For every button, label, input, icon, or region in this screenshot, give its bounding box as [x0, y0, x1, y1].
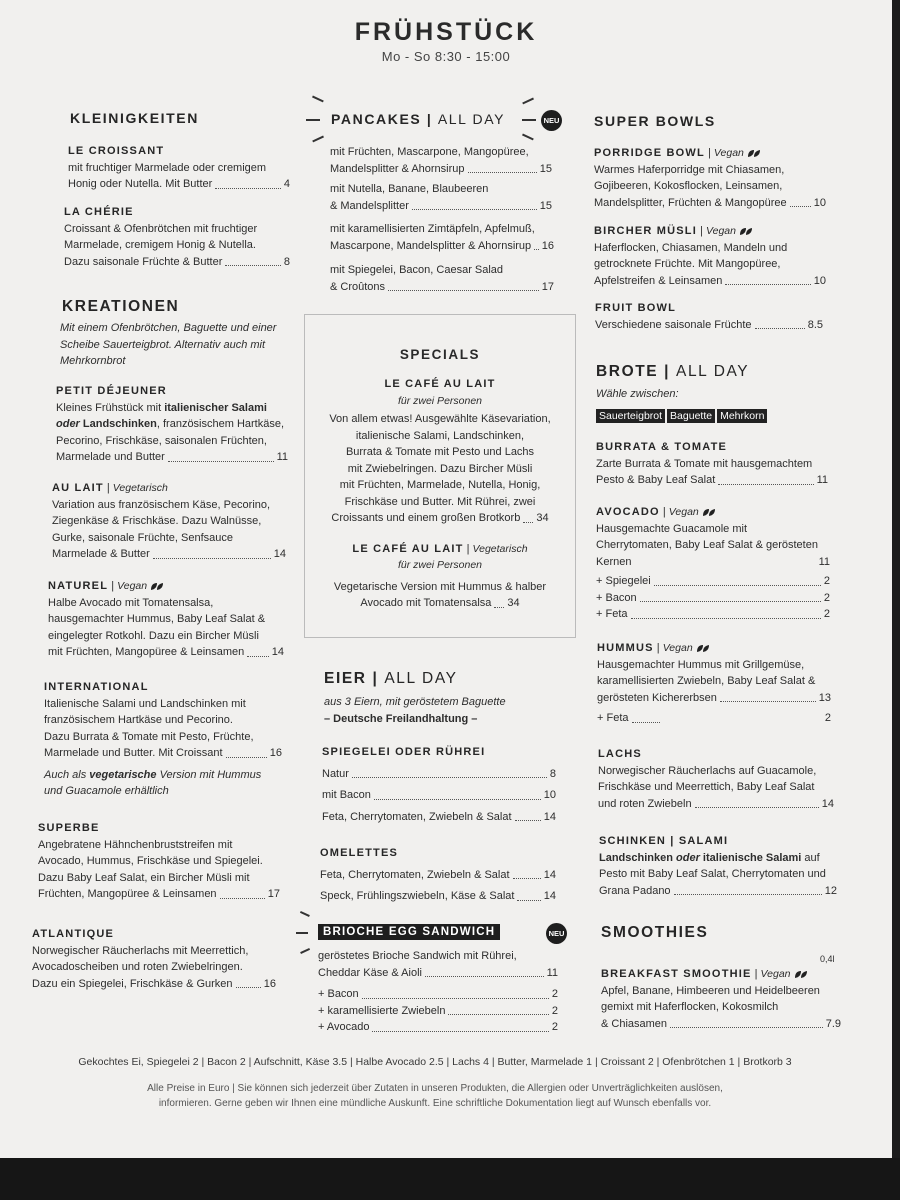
- item-price: 10: [543, 789, 556, 801]
- item-desc: Gurke, saisonale Früchte, Senfsauce: [52, 531, 233, 544]
- item-desc: gerösteten Kichererbsen: [597, 691, 717, 704]
- item-desc: Angebratene Hähnchenbruststreifen mit: [38, 838, 233, 851]
- item-international: [44, 679, 282, 800]
- section-title-sub: ALL DAY: [437, 111, 506, 127]
- item-desc: Avocado mit Tomatensalsa: [360, 597, 492, 609]
- item-desc: Dazu Baby Leaf Salat, ein Bircher Müsli mit: [38, 871, 250, 884]
- item-desc: Croissant & Ofenbrötchen mit fruchtiger: [64, 222, 258, 235]
- item-desc: Marmelade und Butter: [56, 451, 165, 463]
- group-title: SPIEGELEI ODER RÜHREI: [322, 746, 486, 758]
- extra-desc: + Bacon: [596, 591, 637, 604]
- item-name: HUMMUS: [597, 642, 654, 654]
- item-desc: Frischkäse und Butter. Mit Rührei, zwei: [344, 495, 536, 508]
- item-tag: Vegan: [705, 225, 736, 237]
- item-desc-bold: oder: [676, 851, 700, 864]
- item-name: LE CAFÉ AU LAIT: [352, 542, 464, 555]
- item-desc: Kleines Frühstück mit: [56, 401, 165, 414]
- extra-price: 2: [551, 1004, 558, 1017]
- new-badge: NEU: [546, 923, 567, 944]
- item-price: 16: [541, 239, 554, 252]
- pancake-item: [330, 181, 552, 214]
- item-name: SCHINKEN | SALAMI: [599, 835, 729, 847]
- vegan-leaf-icon: [747, 149, 761, 158]
- item-lachs: [598, 746, 834, 812]
- item-atlantique: [32, 926, 276, 992]
- section-super-bowls-title: SUPER BOWLS: [594, 113, 716, 129]
- pancake-item: [330, 262, 554, 295]
- item-price: 14: [273, 548, 286, 560]
- item-note: und Guacamole erhältlich: [44, 785, 169, 797]
- item-name: FRUIT BOWL: [595, 302, 677, 314]
- item-price: 15: [539, 199, 552, 212]
- decor-tick: [306, 119, 320, 121]
- item-price: 14: [543, 810, 556, 823]
- decor-tick: [312, 96, 324, 102]
- section-smoothies-title: SMOOTHIES: [601, 924, 709, 941]
- item-price: 11: [816, 474, 828, 486]
- section-pancakes-title: PANCAKES | ALL DAY: [331, 111, 506, 127]
- group-title: OMELETTES: [320, 847, 399, 859]
- spiegelei-group: [322, 744, 556, 825]
- item-desc: Marmelade & Butter: [52, 548, 150, 560]
- item-desc: mit Früchten, Mascarpone, Mangopüree,: [330, 146, 529, 158]
- item-desc-bold: italienische Salami: [699, 851, 802, 864]
- pancake-item: [330, 144, 552, 177]
- item-tag: Vegan: [668, 506, 699, 518]
- item-price: 12: [824, 884, 837, 897]
- decor-tick: [296, 932, 308, 934]
- special-cafe-au-lait-vegetarisch: LE CAFÉ AU LAIT | Vegetarisch für zwei Personen Vegetarische Version mit Hummus & halber Avocado mit Tomatensalsa 34: [305, 541, 575, 612]
- extra-desc: + karamellisierte Zwiebeln: [318, 1004, 446, 1017]
- item-desc: , französischem Hartkäse,: [156, 418, 285, 430]
- item-desc-bold: Landschinken: [79, 418, 157, 430]
- item-price: 34: [507, 597, 520, 609]
- item-name: ATLANTIQUE: [32, 928, 115, 940]
- extra-price: 2: [823, 575, 830, 587]
- item-desc: Haferflocken, Chiasamen, Mandeln und: [594, 241, 788, 254]
- item-price: 14: [271, 646, 284, 658]
- item-brioche: [318, 948, 558, 1036]
- decor-tick: [522, 119, 536, 121]
- item-name: BIRCHER MÜSLI: [594, 225, 697, 237]
- item-price: 17: [267, 888, 280, 900]
- brioche-title: BRIOCHE EGG SANDWICH: [318, 924, 500, 940]
- item-desc: & Chiasamen: [601, 1017, 668, 1030]
- item-schinken-salami: [599, 833, 837, 899]
- item-fruit-bowl: [595, 300, 823, 333]
- smoothie-size: 0,4l: [820, 954, 835, 964]
- item-name: LA CHÉRIE: [64, 206, 134, 218]
- vegan-leaf-icon: [794, 970, 808, 979]
- decor-tick: [522, 134, 534, 140]
- section-brote-title: BROTE | ALL DAY: [596, 363, 750, 380]
- footer-note-line1: Alle Preise in Euro | Sie können sich jederzeit über Zutaten in unseren Produkten, die Allergien oder Unverträglichkeiten auslösen,: [147, 1083, 723, 1094]
- table-surface: [0, 1158, 900, 1200]
- item-desc: Apfel, Banane, Himbeeren und Heidelbeeren: [601, 984, 820, 997]
- item-desc: auf: [801, 851, 820, 864]
- section-eier-title: EIER | ALL DAY: [324, 670, 458, 687]
- extra-price: 2: [551, 988, 558, 1000]
- item-name: PORRIDGE BOWL: [594, 147, 705, 159]
- item-desc: gemixt mit Haferflocken, Kokosmilch: [601, 1001, 779, 1013]
- item-sub: für zwei Personen: [397, 559, 483, 571]
- item-desc-bold: oder: [56, 418, 80, 430]
- menu-header: [0, 18, 892, 64]
- item-price: 15: [539, 162, 552, 175]
- item-price: 11: [818, 555, 830, 568]
- item-breakfast-smoothie: BREAKFAST SMOOTHIE | Vegan Apfel, Banane, Himbeeren und Heidelbeeren gemixt mit Haferflocken, Kokosmilch & Chiasamen 7.9: [601, 966, 841, 1032]
- item-desc: Vegetarische Version mit Hummus & halber: [333, 580, 547, 593]
- item-desc: Burrata & Tomate mit Pesto und Lachs: [345, 446, 535, 458]
- item-note-bold: vegetarische: [89, 768, 157, 781]
- vegan-leaf-icon: [702, 508, 716, 517]
- item-desc: Avocado, Hummus, Frischkäse und Spiegelei.: [38, 855, 263, 867]
- vegan-leaf-icon: [739, 227, 753, 236]
- item-porridge-bowl: PORRIDGE BOWL | Vegan Warmes Haferporridge mit Chiasamen, Gojibeeren, Kokosflocken, Leinsamen, Mandelsplitter, Früchten & Mangopüree 10: [594, 145, 826, 211]
- extra-desc: + Spiegelei: [596, 575, 651, 587]
- extra-desc: + Avocado: [318, 1021, 370, 1033]
- new-badge: NEU: [541, 110, 562, 131]
- item-desc: Ziegenkäse & Frischkäse. Dazu Walnüsse,: [52, 515, 262, 527]
- item-desc: Zarte Burrata & Tomate mit hausgemachtem: [596, 457, 813, 470]
- item-desc: französischem Hartkäse und Pecorino.: [44, 714, 233, 726]
- item-desc: mit fruchtiger Marmelade oder cremigem: [68, 161, 267, 174]
- item-note: Auch als: [44, 768, 90, 781]
- item-desc: Croissants und einem großen Brotkorb: [331, 512, 521, 524]
- item-price: 14: [543, 868, 556, 881]
- item-desc: Pecorino, Frischkäse, saisonalen Früchten,: [56, 434, 267, 447]
- section-kreationen-title: KREATIONEN: [62, 298, 180, 315]
- section-title-main: EIER: [324, 670, 367, 687]
- item-price: 10: [813, 196, 826, 209]
- item-desc: Cheddar Käse & Aioli: [318, 966, 422, 979]
- item-price: 11: [276, 451, 288, 463]
- item-desc: Feta, Cherrytomaten, Zwiebeln & Salat: [322, 810, 512, 823]
- item-price: 13: [818, 691, 831, 704]
- opening-hours: Mo - So 8:30 - 15:00: [381, 49, 511, 64]
- item-desc: Marmelade, cremigem Honig & Nutella.: [64, 239, 256, 251]
- item-desc: & Croûtons: [330, 280, 386, 293]
- item-desc: Von allem etwas! Ausgewählte Käsevariation,: [329, 413, 551, 425]
- item-desc: mit Spiegelei, Bacon, Caesar Salad: [330, 264, 504, 276]
- item-desc: Mascarpone, Mandelsplitter & Ahornsirup: [330, 239, 532, 252]
- bread-option-tag: Sauerteigbrot: [596, 409, 665, 423]
- item-price: 8: [549, 767, 556, 780]
- decor-tick: [300, 948, 310, 954]
- item-note: Version mit Hummus: [156, 768, 262, 781]
- brote-choose: Wähle zwischen:: [596, 388, 679, 400]
- item-name: INTERNATIONAL: [44, 681, 149, 693]
- item-au-lait: AU LAIT | Vegetarisch Variation aus französischem Käse, Pecorino, Ziegenkäse & Frischkäse. Dazu Walnüsse, Gurke, saisonale Früchte, Senfsauce Marmelade & Butter 14: [52, 480, 286, 563]
- section-title-main: PANCAKES: [331, 111, 422, 127]
- item-desc: Natur: [322, 767, 349, 780]
- specials-title: SPECIALS: [399, 347, 481, 362]
- item-sub: für zwei Personen: [397, 394, 483, 407]
- item-desc: Mandelsplitter, Früchten & Mangopüree: [594, 196, 787, 209]
- menu-title: FRÜHSTÜCK: [354, 18, 538, 46]
- item-avocado: AVOCADO | Vegan Hausgemachte Guacamole mit Cherrytomaten, Baby Leaf Salat & gerösteten Kernen 11 + Spiegelei 2 + Bacon 2 + Feta 2: [596, 504, 830, 623]
- item-desc: getrocknete Früchte. Mit Mangopüree,: [594, 258, 781, 270]
- item-desc: Marmelade und Butter. Mit Croissant: [44, 747, 223, 759]
- bread-option-tag: Baguette: [667, 409, 715, 423]
- item-desc: Feta, Cherrytomaten, Zwiebeln & Salat: [320, 868, 510, 881]
- pancake-item: [330, 221, 554, 254]
- intro-line: Scheibe Sauerteigbrot. Alternativ auch mit: [60, 338, 266, 351]
- item-price: 7.9: [825, 1017, 841, 1030]
- item-tag: Vegetarisch: [112, 482, 168, 494]
- item-desc: Honig oder Nutella. Mit Butter: [68, 178, 213, 190]
- item-desc: Mandelsplitter & Ahornsirup: [330, 162, 465, 175]
- eier-subtitle: – Deutsche Freilandhaltung –: [324, 712, 478, 725]
- vegan-leaf-icon: [696, 644, 710, 653]
- item-price: 17: [541, 280, 554, 293]
- extra-price: 2: [551, 1021, 558, 1033]
- extra-price: 2: [823, 608, 830, 620]
- item-name: LE CROISSANT: [68, 145, 165, 157]
- item-price: 16: [269, 747, 282, 759]
- item-bircher-musli: BIRCHER MÜSLI | Vegan Haferflocken, Chiasamen, Mandeln und getrocknete Früchte. Mit Mangopüree, Apfelstreifen & Leinsamen 10: [594, 223, 826, 289]
- decor-tick: [312, 136, 324, 142]
- item-name: LACHS: [598, 748, 642, 760]
- item-la-cherie: [64, 204, 290, 270]
- item-price: 10: [813, 274, 826, 287]
- item-name: AVOCADO: [596, 506, 660, 518]
- item-name: LE CAFÉ AU LAIT: [384, 378, 496, 390]
- item-tag: Vegetarisch: [472, 542, 528, 555]
- item-tag: Vegan: [760, 968, 791, 980]
- extra-price: 2: [824, 712, 831, 724]
- section-title-main: BROTE: [596, 363, 659, 380]
- item-desc-bold: italienischer Salami: [164, 401, 267, 414]
- item-desc: Pesto mit Baby Leaf Salat, Cherrytomaten und: [599, 868, 826, 880]
- item-desc-bold: Landschinken: [599, 851, 677, 864]
- extra-desc: + Bacon: [318, 988, 359, 1000]
- item-desc: Avocadoscheiben und roten Zwiebelringen.: [32, 961, 243, 973]
- footer-extras: Gekochtes Ei, Spiegelei 2 | Bacon 2 | Aufschnitt, Käse 3.5 | Halbe Avocado 2.5 | Lachs 4 | Butter, Marmelade 1 | Croissant 2 | Ofenbrötchen 1 | Brotkorb 3: [78, 1056, 792, 1068]
- extra-desc: + Feta: [597, 712, 629, 724]
- item-desc: Speck, Frühlingszwiebeln, Käse & Salat: [320, 890, 515, 902]
- item-tag: Vegan: [713, 147, 744, 159]
- item-desc: Verschiedene saisonale Früchte: [595, 318, 752, 331]
- item-desc: Norwegischer Räucherlachs auf Guacamole,: [598, 764, 817, 777]
- item-desc: Hausgemachte Guacamole mit: [596, 522, 748, 535]
- item-price: 14: [543, 890, 556, 902]
- intro-line: Mehrkornbrot: [60, 355, 126, 367]
- item-desc: Pesto & Baby Leaf Salat: [596, 474, 716, 486]
- item-burrata-tomate: [596, 439, 828, 489]
- item-petit-dejeuner: [56, 383, 288, 466]
- item-desc: Apfelstreifen & Leinsamen: [594, 274, 723, 287]
- item-desc: geröstetes Brioche Sandwich mit Rührei,: [318, 950, 517, 962]
- item-desc: Dazu saisonale Früchte & Butter: [64, 255, 223, 268]
- eier-subtitle: aus 3 Eiern, mit geröstetem Baguette: [324, 696, 506, 708]
- item-desc: Dazu ein Spiegelei, Frischkäse & Gurken: [32, 977, 233, 990]
- item-price: 34: [536, 512, 549, 524]
- item-naturel: NATUREL | Vegan Halbe Avocado mit Tomatensalsa, hausgemachter Hummus, Baby Leaf Salat & eingelegter Rotkohl. Dazu ein Bircher Müsli mit Früchten, Mangopüree & Leinsamen 14: [48, 578, 284, 661]
- item-name: NATUREL: [48, 580, 109, 592]
- item-desc: Norwegischer Räucherlachs mit Meerrettich,: [32, 944, 249, 957]
- item-name: PETIT DÉJEUNER: [56, 385, 167, 397]
- item-desc: Halbe Avocado mit Tomatensalsa,: [48, 596, 214, 609]
- bread-options: [596, 406, 769, 424]
- item-desc: hausgemachter Hummus, Baby Leaf Salat &: [48, 613, 266, 625]
- item-tag: Vegan: [662, 642, 693, 654]
- item-desc: mit Bacon: [322, 789, 371, 801]
- item-desc: mit Nutella, Banane, Blaubeeren: [330, 183, 489, 195]
- item-desc: Dazu Burrata & Tomate mit Pesto, Früchte,: [44, 730, 254, 743]
- item-le-croissant: [68, 143, 290, 193]
- item-price: 16: [263, 977, 276, 990]
- section-title-sub: ALL DAY: [676, 363, 750, 380]
- item-hummus: HUMMUS | Vegan Hausgemachter Hummus mit Grillgemüse, karamellisierten Zwiebeln, Baby Leaf Salat & gerösteten Kichererbsen 13 + Feta 2: [597, 640, 831, 727]
- item-price: 11: [546, 966, 558, 979]
- item-price: 8: [283, 255, 290, 268]
- decor-tick: [522, 98, 534, 104]
- item-desc: Italienische Salami und Landschinken mit: [44, 697, 246, 710]
- section-kleinigkeiten-title: KLEINIGKEITEN: [70, 110, 199, 126]
- extra-desc: + Feta: [596, 608, 628, 620]
- item-desc: karamellisierten Zwiebeln, Baby Leaf Salat &: [597, 675, 816, 687]
- footer-note-line2: informieren. Gerne geben wir Ihnen eine mündliche Auskunft. Eine schriftliche Dokumentation liegt auf Wunsch ebenfalls vor.: [158, 1098, 712, 1109]
- item-name: BREAKFAST SMOOTHIE: [601, 968, 752, 980]
- specials-box: [304, 314, 576, 638]
- item-desc: Frischkäse und Meerrettich, Baby Leaf Salat: [598, 781, 815, 793]
- item-desc: und roten Zwiebeln: [598, 797, 692, 810]
- item-desc: Hausgemachter Hummus mit Grillgemüse,: [597, 658, 805, 671]
- item-desc: italienische Salami, Landschinken,: [355, 429, 525, 442]
- item-superbe: [38, 820, 280, 903]
- extra-price: 2: [823, 591, 830, 604]
- item-desc: Warmes Haferporridge mit Chiasamen,: [594, 163, 785, 176]
- item-name: BURRATA & TOMATE: [596, 441, 728, 453]
- section-title-sub: ALL DAY: [384, 670, 458, 687]
- item-desc: mit Früchten, Marmelade, Nutella, Honig,: [339, 479, 541, 491]
- item-desc: Früchten, Mangopüree & Leinsamen: [38, 888, 217, 900]
- decor-tick: [300, 911, 310, 917]
- vegan-leaf-icon: [150, 582, 164, 591]
- item-desc: mit Zwiebelringen. Dazu Bircher Müsli: [347, 462, 533, 475]
- item-desc: Variation aus französischem Käse, Pecorino,: [52, 498, 271, 511]
- bread-option-tag: Mehrkorn: [717, 409, 767, 423]
- item-price: 8.5: [807, 318, 823, 331]
- item-desc: Grana Padano: [599, 884, 671, 897]
- item-desc: mit karamellisierten Zimtäpfeln, Apfelmuß,: [330, 223, 535, 235]
- item-price: 14: [821, 797, 834, 810]
- item-desc: eingelegter Rotkohl. Dazu ein Bircher Müsli: [48, 629, 259, 642]
- item-tag: Vegan: [117, 580, 148, 592]
- kreationen-intro: [60, 320, 290, 370]
- item-desc: Kernen: [596, 555, 632, 568]
- omelettes-group: [320, 845, 556, 905]
- intro-line: Mit einem Ofenbrötchen, Baguette und einer: [60, 322, 277, 334]
- item-desc: & Mandelsplitter: [330, 199, 409, 212]
- item-desc: Gojibeeren, Kokosflocken, Leinsamen,: [594, 180, 783, 192]
- item-desc: Cherrytomaten, Baby Leaf Salat & gerösteten: [596, 539, 818, 551]
- eier-sub: [324, 694, 554, 727]
- item-desc: mit Früchten, Mangopüree & Leinsamen: [48, 646, 245, 658]
- special-cafe-au-lait: [305, 376, 575, 527]
- item-name: AU LAIT: [52, 482, 104, 494]
- item-name: SUPERBE: [38, 822, 100, 834]
- item-price: 4: [283, 178, 290, 190]
